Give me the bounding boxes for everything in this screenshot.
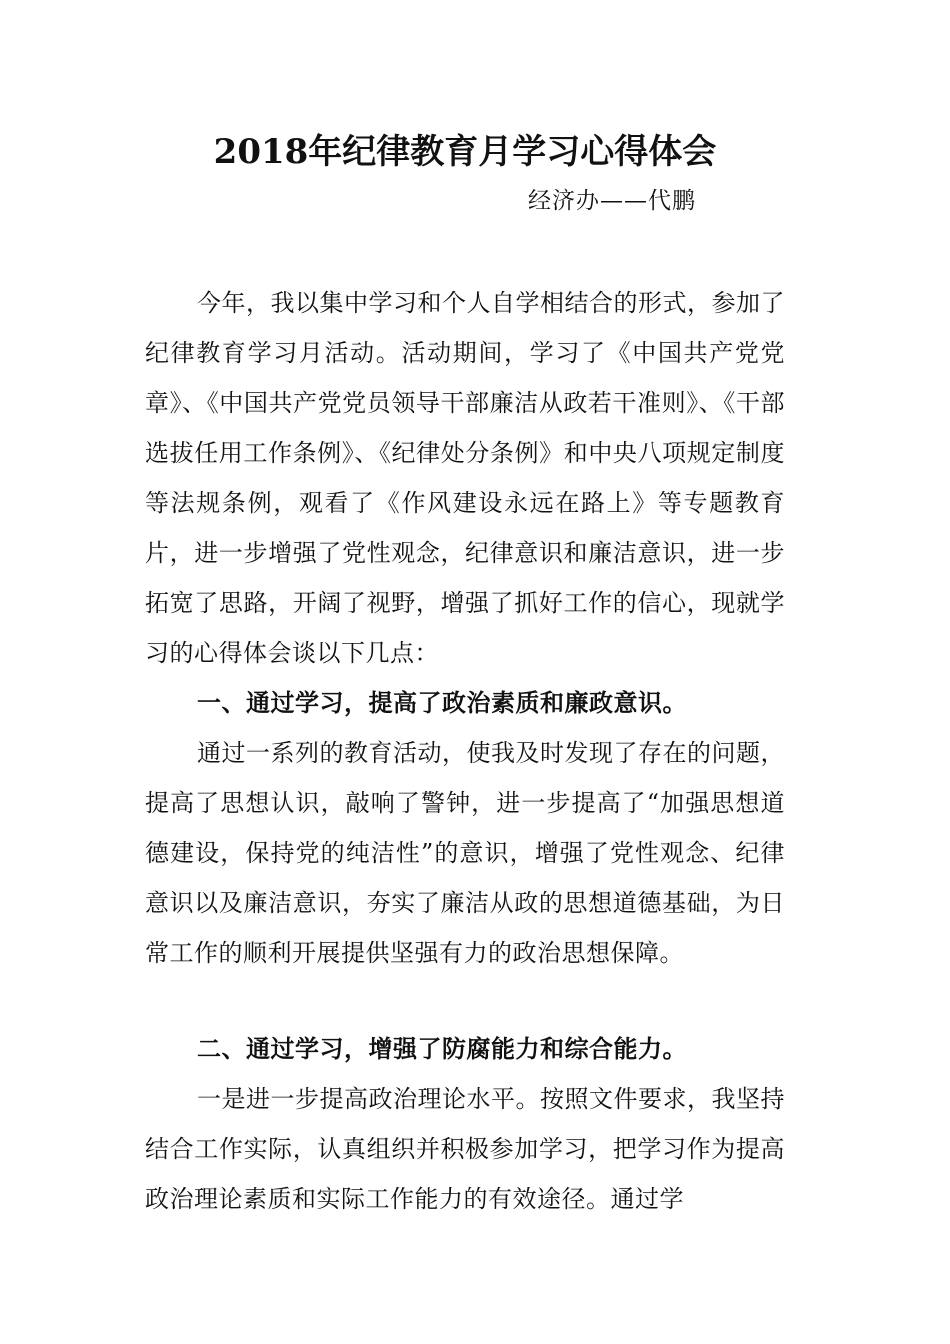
section-heading-2-block [145,1024,785,1074]
body-paragraph: 今年，我以集中学习和个人自学相结合的形式，参加了纪律教育学习月活动。活动期间，学习了《中国共产党党章》、《中国共产党党员领导干部廉洁从政若干准则》、《干部选拔任用工作条例》、《纪律处分条例》和中央八项规定制度等法规条例，观看了《作风建设永远在路上》等专题教育片，进一步增强了党性观念，纪律意识和廉洁意识，进一步拓宽了思路，开阔了视野，增强了抓好工作的信心，现就学习的心得体会谈以下几点： [145,289,785,667]
section-heading: 二、通过学习，增强了防腐能力和综合能力。 [197,1035,687,1063]
document-author: 经济办——代鹏 [528,188,696,214]
section-heading-1-block [145,678,785,728]
section-heading: 一、通过学习，提高了政治素质和廉政意识。 [197,689,687,717]
paragraph-1-block [145,278,785,678]
paragraph-3-block [145,1074,785,1224]
body-paragraph: 通过一系列的教育活动，使我及时发现了存在的问题，提高了思想认识，敲响了警钟，进一步提高了“加强思想道德建设，保持党的纯洁性”的意识，增强了党性观念、纪律意识以及廉洁意识，夯实了廉洁从政的思想道德基础，为日常工作的顺利开展提供坚强有力的政治思想保障。 [145,739,785,967]
body-paragraph: 一是进一步提高政治理论水平。按照文件要求，我坚持结合工作实际，认真组织并积极参加学习，把学习作为提高政治理论素质和实际工作能力的有效途径。通过学 [145,1085,785,1213]
document-title: 2018年纪律教育月学习心得体会 [213,132,717,172]
paragraph-2-block [145,728,785,978]
